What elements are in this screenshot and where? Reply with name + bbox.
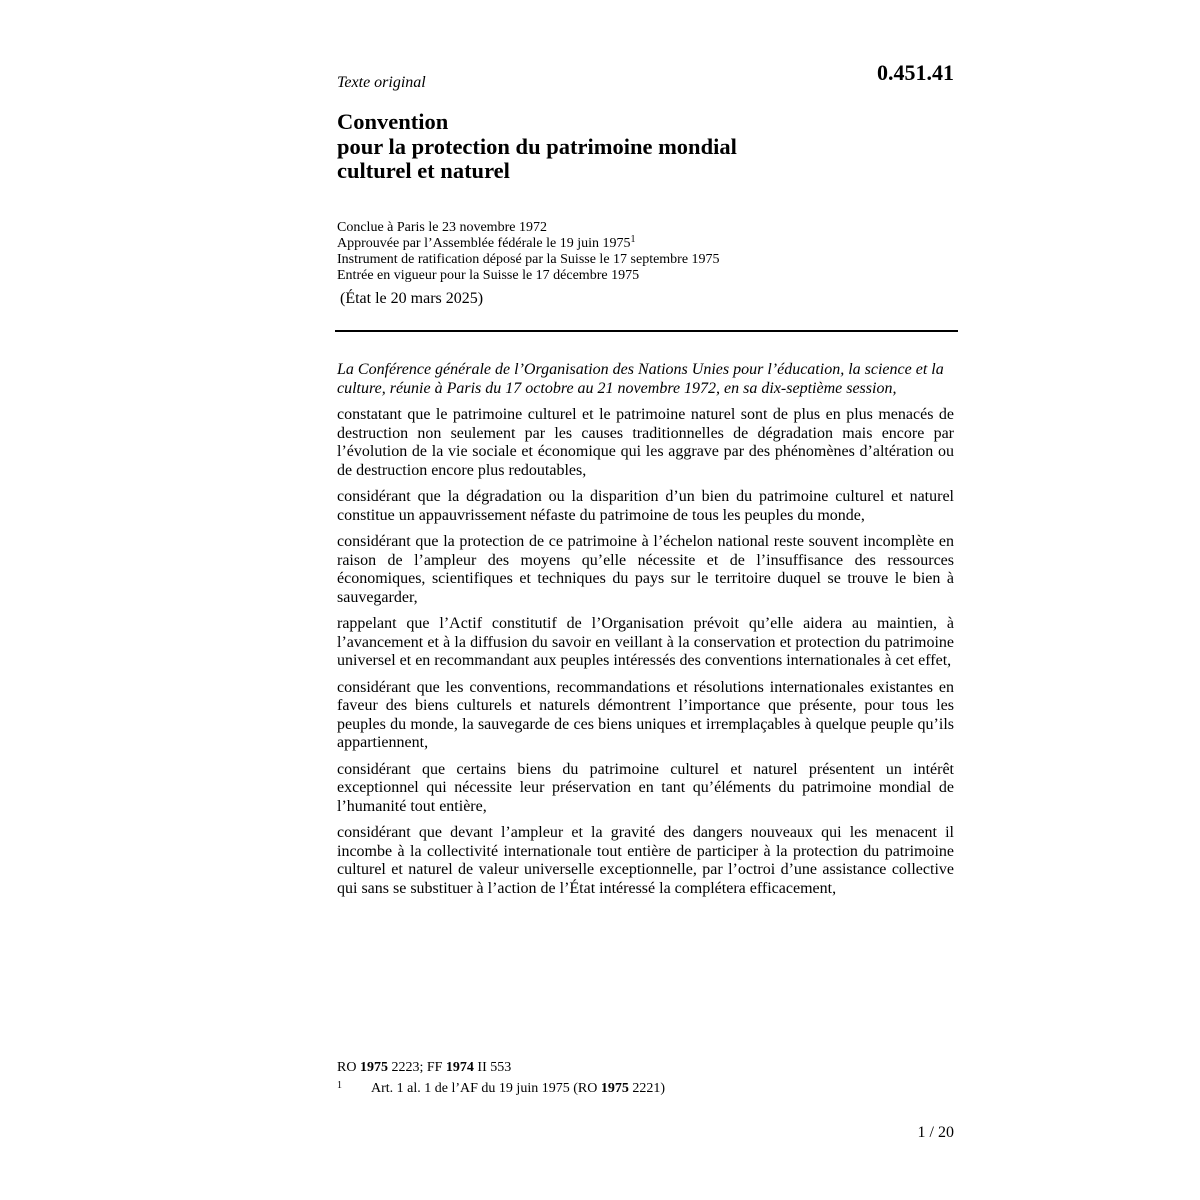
footnote (337, 1077, 665, 1098)
preamble-paragraph: considérant que la dégradation ou la disparition d’un bien du patrimoine culturel et naturel constitue un appauvrissement néfaste du patrimoine de tous les peuples du monde, (337, 488, 954, 524)
title-line-3: culturel et naturel (337, 158, 510, 183)
footnote-text: Art. 1 al. 1 de l’AF du 19 juin 1975 (RO (371, 1081, 601, 1096)
ff-rest: II 553 (473, 1060, 512, 1075)
footnote-text-end: 2221) (628, 1081, 665, 1096)
original-text-label: Texte original (337, 74, 426, 91)
ro-prefix: RO (337, 1060, 360, 1075)
title-line-1: Convention (337, 109, 449, 134)
state-date: (État le 20 mars 2025) (340, 290, 484, 307)
entry-into-force-date: Entrée en vigueur pour la Suisse le 17 décembre 1975 (337, 268, 640, 283)
document-number: 0.451.41 (877, 60, 954, 85)
ratification-date: Instrument de ratification déposé par la Suisse le 17 septembre 1975 (337, 252, 720, 267)
concluded-date: Conclue à Paris le 23 novembre 1972 (337, 220, 547, 235)
ro-page: 2223; FF (387, 1060, 446, 1075)
title-line-2: pour la protection du patrimoine mondial (337, 133, 737, 159)
preamble-paragraph: considérant que les conventions, recommandations et résolutions internationales existantes en faveur des biens culturels et naturels démontrent l’importance que présente, pour tous les peuples du monde, la sauvegarde de ces biens uniques et irremplaçables à quelque peuple qu’ils appartiennent, (337, 678, 954, 751)
preamble-paragraph: considérant que la protection de ce patrimoine à l’échelon national reste souvent incomplète en raison de l’ampleur des moyens qu’elle nécessite et de l’insuffisance des ressources économiques, scientifiques et techniques du pays sur le territoire duquel se trouve le bien à sauvegarder, (337, 533, 954, 606)
footnote-year: 1975 (600, 1081, 629, 1096)
footer-notes (337, 1059, 665, 1098)
approval-date (337, 236, 720, 252)
approval-text: Approuvée par l’Assemblée fédérale le 19 juin 1975 (337, 236, 631, 251)
preamble (337, 361, 954, 906)
ff-year: 1974 (445, 1060, 474, 1075)
footnote-reference[interactable]: 1 (630, 234, 636, 245)
preamble-paragraph: considérant que certains biens du patrimoine culturel et naturel présentent un intérêt exceptionnel qui nécessite leur préservation en tant qu’éléments du patrimoine mondial de l’humanité tout entière, (337, 760, 954, 815)
header-divider (335, 330, 958, 332)
preamble-intro: La Conférence générale de l’Organisation des Nations Unies pour l’éducation, la science et la culture, réunie à Paris du 17 octobre au 21 novembre 1972, en sa dix-septième session, (337, 361, 944, 397)
preamble-paragraph: rappelant que l’Actif constitutif de l’Organisation prévoit qu’elle aidera au maintien, à l’avancement et à la diffusion du savoir en veillant à la conservation et protection du patrimoine universel et en recommandant aux peuples intéressés des conventions internationales à cet effet, (337, 615, 954, 669)
document-title (337, 110, 737, 184)
preamble-paragraph: considérant que devant l’ampleur et la gravité des dangers nouveaux qui les menacent il incombe à la collectivité internationale tout entière de participer à la protection du patrimoine culturel et naturel de valeur universelle exceptionnelle, par l’octroi d’une assistance collective qui sans se substituer à l’action de l’État intéressé la complétera efficacement, (337, 824, 954, 897)
publication-reference (337, 1059, 665, 1077)
footnote-mark: 1 (337, 1080, 342, 1091)
document-metadata (337, 220, 720, 284)
ro-year: 1975 (359, 1060, 388, 1075)
page-number: 1 / 20 (917, 1124, 954, 1141)
preamble-paragraph: constatant que le patrimoine culturel et le patrimoine naturel sont de plus en plus menacés de destruction non seulement par les causes traditionnelles de dégradation mais encore par l’évolution de la vie sociale et économique qui les aggrave par des phénomènes d’altération ou de destruction encore plus redoutables, (337, 406, 954, 479)
